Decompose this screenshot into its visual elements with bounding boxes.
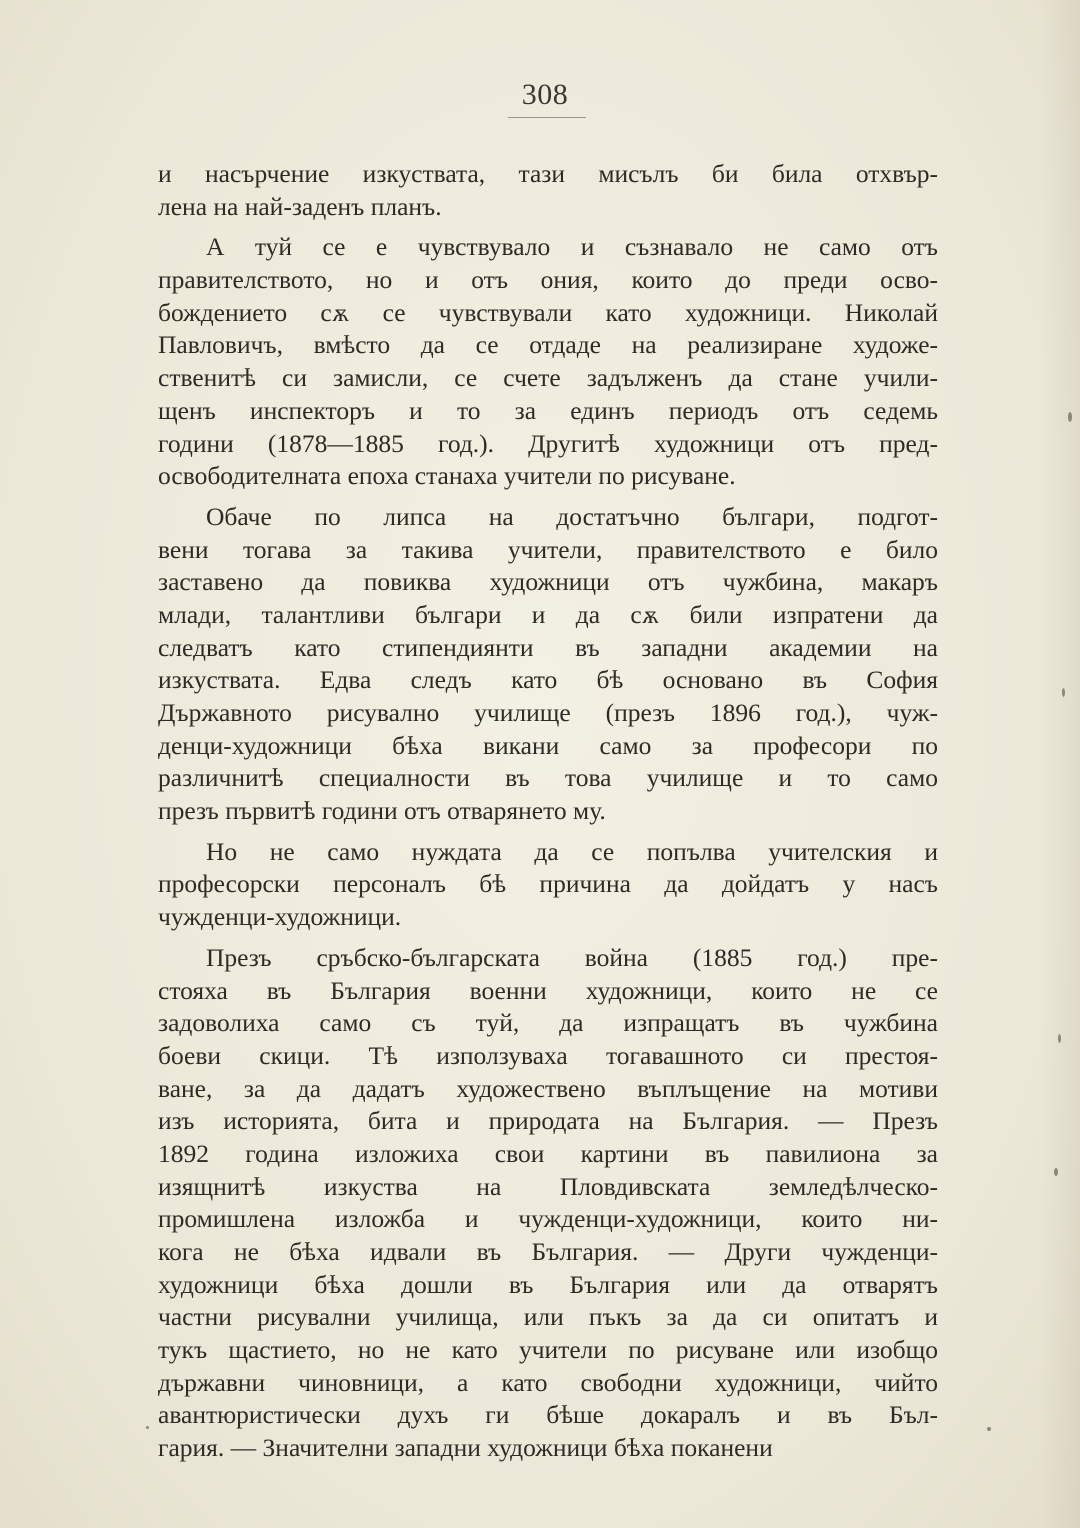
paragraph	[158, 501, 938, 828]
text-line: денци-художници бѣха викани само за професори по	[158, 730, 938, 760]
text-line: кога не бѣха идвали въ България. — Други чужденци-	[158, 1237, 938, 1266]
text-line: частни рисувални училища, или пъкъ за да си опитатъ и	[158, 1302, 938, 1332]
page-number: 308	[521, 78, 569, 111]
text-line: лена на най-заденъ планъ.	[158, 191, 442, 221]
text-line: А туй се е чувствувало и съзнавало не само отъ	[206, 232, 938, 262]
text-line: години (1878—1885 год.). Другитѣ художници отъ пред-	[158, 428, 938, 458]
text-line: Но не само нуждата да се попълва учителския и	[206, 836, 938, 866]
text-line: Обаче по липса на достатъчно българи, подгот-	[206, 501, 938, 531]
text-line: бождението сѫ се чувствували като художници. Николай	[158, 297, 938, 327]
page-number-rule	[508, 117, 586, 118]
text-line: изящнитѣ изкуства на Пловдивската земледѣлческо-	[158, 1171, 938, 1201]
paragraph-gap	[158, 493, 938, 501]
text-line: задоволиха само съ туй, да изпращатъ въ чужбина	[158, 1008, 938, 1038]
text-line: вени тогава за такива учители, правителството е било	[158, 534, 938, 564]
scan-speck	[1062, 688, 1065, 697]
text-line: презъ първитѣ години отъ отварянето му.	[158, 796, 606, 826]
text-line: държавни чиновници, а като свободни художници, чийто	[158, 1367, 938, 1397]
text-line: 1892 година изложиха свои картини въ павилиона за	[158, 1138, 938, 1168]
scan-speck	[1054, 1168, 1058, 1176]
scan-speck	[1058, 1034, 1061, 1043]
text-line: гария. — Значителни западни художници бѣха поканени	[158, 1433, 773, 1463]
text-line: тукъ щастието, но не като учители по рисуване или изобщо	[158, 1335, 938, 1365]
text-line: промишлена изложба и чужденци-художници, които ни-	[158, 1204, 938, 1234]
paragraph-gap	[158, 828, 938, 836]
paragraph-gap	[158, 223, 938, 231]
text-line: художници бѣха дошли въ България или да отварятъ	[158, 1269, 938, 1299]
scan-speck	[987, 1427, 991, 1431]
text-line: ване, за да дадатъ художествено въплъщение на мотиви	[158, 1073, 938, 1103]
text-line: изъ историята, бита и природата на България. — Презъ	[158, 1106, 938, 1136]
scan-speck	[1068, 412, 1072, 422]
text-line: различнитѣ специалности въ това училище и то само	[158, 763, 938, 793]
text-line: млади, талантливи българи и да сѫ били изпратени да	[158, 599, 938, 629]
page-edge-shadow	[1040, 0, 1080, 1528]
body-text	[158, 158, 938, 1465]
paragraph-gap	[158, 934, 938, 942]
text-line: следватъ като стипендиянти въ западни академии на	[158, 632, 938, 662]
paragraph	[158, 942, 938, 1465]
text-line: заставено да повиква художници отъ чужбина, макаръ	[158, 567, 938, 597]
text-line: чужденци-художници.	[158, 902, 402, 932]
scan-speck	[146, 1426, 149, 1429]
text-line: и насърчение изкуствата, тази мисълъ би била отхвър-	[158, 159, 938, 188]
text-line: стояха въ България военни художници, които не се	[158, 975, 938, 1005]
text-line: професорски персоналъ бѣ причина да дойдатъ у насъ	[158, 869, 938, 899]
text-line: освободителната епоха станаха учители по рисуване.	[158, 461, 736, 491]
paragraph	[158, 836, 938, 934]
paragraph	[158, 158, 938, 223]
text-line: изкуствата. Едва следъ като бѣ основано въ София	[158, 665, 938, 695]
text-line: ственитѣ си замисли, се счете задълженъ да стане учили-	[158, 363, 938, 393]
text-line: авантюристически духъ ги бѣше докаралъ и въ Бъл-	[158, 1400, 938, 1430]
text-line: щенъ инспекторъ и то за единъ периодъ отъ седемь	[158, 395, 938, 425]
text-line: Презъ сръбско-българската война (1885 год.) пре-	[206, 942, 938, 972]
text-line: правителството, но и отъ ония, които до преди осво-	[158, 265, 938, 295]
text-line: Павловичъ, вмѣсто да се отдаде на реализиране художе-	[158, 330, 938, 360]
paragraph	[158, 231, 938, 493]
text-line: боеви скици. Тѣ използуваха тогавашното си престоя-	[158, 1040, 938, 1070]
text-line: Държавното рисувално училище (презъ 1896 год.), чуж-	[158, 698, 938, 727]
